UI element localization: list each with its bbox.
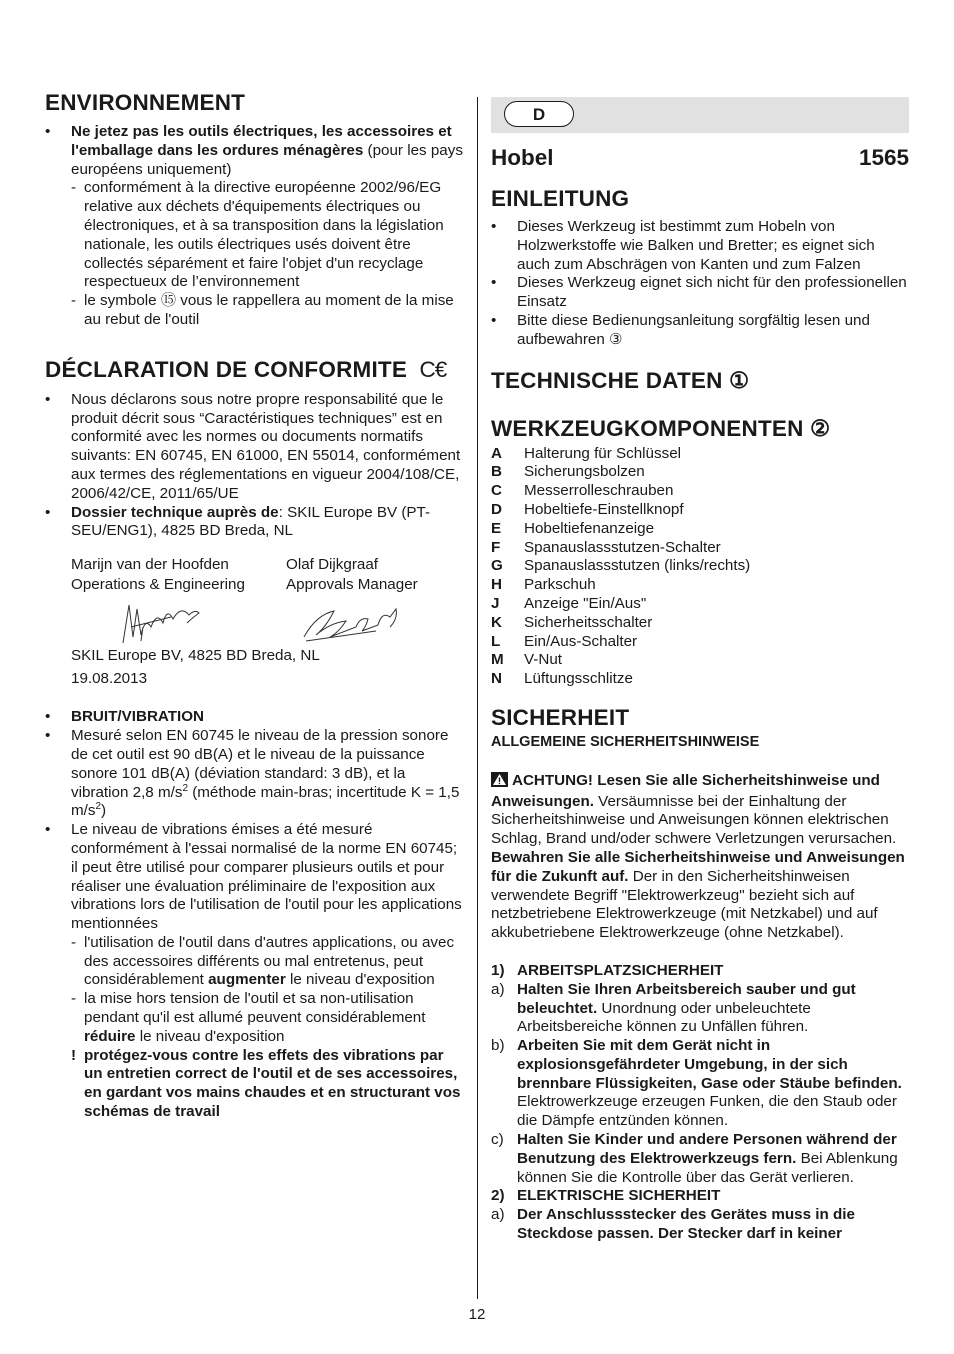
component-key: G	[491, 557, 503, 575]
component-item	[491, 520, 909, 539]
component-key: B	[491, 463, 502, 481]
component-label: Hobeltiefe-Einstellknopf	[524, 500, 684, 518]
component-item	[491, 463, 909, 482]
noise-subitem: - la mise hors tension de l'outil et sa non-utilisation pendant qu'il est allumé peuvent considérablement réduire le niveau d'exposition	[71, 990, 426, 1045]
company-address: SKIL Europe BV, 4825 BD Breda, NL	[71, 646, 320, 664]
component-label: V-Nut	[524, 651, 562, 669]
component-item	[491, 482, 909, 501]
declaration-date: 19.08.2013	[71, 669, 148, 687]
language-bar	[491, 97, 909, 133]
components-heading: WERKZEUGKOMPONENTEN ②	[491, 415, 831, 441]
component-item	[491, 557, 909, 576]
warning-triangle-icon	[491, 772, 508, 793]
section-electrical: 2) ELEKTRISCHE SICHERHEIT	[491, 1187, 721, 1205]
noise-bullet: • Le niveau de vibrations émises a été mesuré conformément à l'essai normalisé de la norme EN 60745; il peut être utilisé pour comparer plusieurs outils et pour réaliser une évaluation préliminaire de l'exposition aux vibrations lors de l'utilisation de l'outil pour les applications mentionnées	[45, 821, 462, 933]
component-item	[491, 670, 909, 689]
signatory-name: Marijn van der Hoofden	[71, 556, 229, 574]
section-workplace: 1) ARBEITSPLATZSICHERHEIT	[491, 961, 724, 979]
environment-subitem: - conformément à la directive européenne 2002/96/EG relative aux déchets d'équipements électriques ou électroniques, et à sa transposition dans la législation nationale, les outils électriques usés doivent être collectés séparément et faire l'objet d'un recyclage respectueux de l’environnement	[71, 179, 444, 291]
rule-item: b) Arbeiten Sie mit dem Gerät nicht in explosionsgefährdeter Umgebung, in der sich brennbare Flüssigkeiten, Gase oder Stäube befinden. Elektrowerkzeuge erzeugen Funken, die den Staub oder die Dämpfe entzünden können.	[491, 1037, 902, 1130]
intro-bullet: • Bitte diese Bedienungsanleitung sorgfältig lesen und aufbewahren ③	[491, 311, 870, 348]
component-item	[491, 651, 909, 670]
intro-heading: EINLEITUNG	[491, 186, 630, 211]
component-item	[491, 539, 909, 558]
signature-image	[71, 597, 286, 649]
vibration-warning: ! protégez-vous contre les effets des vibrations par un entretien correct de l'outil et de ses accessoires, en gardant vos mains chaudes et en structurant vos schémas de travail	[71, 1046, 461, 1121]
signatory-role: Approvals Manager	[286, 575, 418, 593]
component-key: K	[491, 613, 502, 631]
intro-bullet: • Dieses Werkzeug ist bestimmt zum Hobeln von Holzwerkstoffe wie Balken und Bretter; es eignet sich auch zum Abschrägen von Kanten und zum Falzen	[491, 218, 875, 273]
environment-bullet-bold: Ne jetez pas les outils électriques, les accessoires et l'emballage dans les ordures ménagères	[71, 123, 452, 159]
language-badge: D	[504, 101, 574, 127]
safety-warning-paragraph: ACHTUNG! Lesen Sie alle Sicherheitshinweise und Anweisungen. Versäumnisse bei der Einhaltung der Sicherheitshinweise und Anweisungen können elektrischen Schlag, Brand und/oder schwere Verletzungen verursachen. Bewahren Sie alle Sicherheitshinweise und Anweisungen für die Zukunft auf. Der in den Sicherheitshinweisen verwendete Begriff "Elektrowerkzeug" bezieht sich auf netzbetriebene Elektrowerkzeuge (mit Netzkabel) und auf akkubetriebene Elektrowerkzeuge (ohne Netzkabel).	[491, 771, 905, 942]
left-column	[45, 90, 463, 1122]
noise-subitem: - l'utilisation de l'outil dans d'autres applications, ou avec des accessoires différents ou mal entretenus, peut considérablement augmenter le niveau d'exposition	[71, 933, 455, 989]
ce-mark: C€	[419, 356, 447, 382]
component-label: Spanauslassstutzen (links/rechts)	[524, 557, 751, 575]
component-label: Hobeltiefenanzeige	[524, 519, 655, 537]
component-label: Parkschuh	[524, 576, 596, 594]
rule-item: c) Halten Sie Kinder und andere Personen während der Benutzung des Elektrowerkzeugs fern. Bei Ablenkung können Sie die Kontrolle über das Gerät verlieren.	[491, 1131, 898, 1186]
environment-bullet-text: (pour les pays européens uniquement)	[71, 141, 463, 178]
intro-bullet: • Dieses Werkzeug eignet sich nicht für den professionellen Einsatz	[491, 274, 907, 311]
component-item	[491, 633, 909, 652]
component-label: Anzeige "Ein/Aus"	[524, 594, 647, 612]
component-label: Ein/Aus-Schalter	[524, 632, 638, 650]
declaration-heading: DÉCLARATION DE CONFORMITE C€	[45, 356, 447, 382]
component-label: Messerrolleschrauben	[524, 482, 674, 500]
signatures	[71, 597, 463, 649]
component-item	[491, 614, 909, 633]
product-model: 1565	[858, 145, 909, 170]
component-item	[491, 445, 909, 464]
product-header	[491, 145, 909, 171]
noise-bullet: • Mesuré selon EN 60745 le niveau de la pression sonore de cet outil est 90 dB(A) et le niveau de la puissance sonore 101 dB(A) (déviation standard: 3 dB), et la vibration 2,8 $m/s^2$ (méthode main-bras; incertitude K = 1,5 $m/s^2$)	[45, 727, 460, 820]
declaration-bullet: • Nous déclarons sous notre propre responsabilité que le produit décrit sous “Caractéristiques techniques” est en conformité avec les normes ou documents normatifs suivants: EN 60745, EN 61000, EN 55014, conformément aux termes des réglementations en vigueur 2004/108/CE, 2006/42/CE, 2011/65/UE	[45, 390, 461, 502]
safety-subheading: ALLGEMEINE SICHERHEITSHINWEISE	[491, 733, 760, 750]
component-key: C	[491, 482, 502, 500]
component-key: A	[491, 444, 502, 462]
right-column	[491, 90, 909, 1244]
environment-heading: ENVIRONNEMENT	[45, 90, 246, 115]
environment-subitem: - le symbole ⑮ vous le rappellera au moment de la mise au rebut de l'outil	[71, 292, 454, 328]
safety-heading: SICHERHEIT	[491, 704, 630, 730]
product-name: Hobel	[491, 145, 554, 170]
component-item	[491, 576, 909, 595]
component-key: F	[491, 538, 501, 556]
component-label: Lüftungsschlitze	[524, 670, 633, 688]
declaration-bullet: • Dossier technique auprès de: SKIL Europe BV (PT-SEU/ENG1), 4825 BD Breda, NL	[45, 503, 431, 540]
component-label: Sicherungsbolzen	[524, 463, 645, 481]
noise-bullet: • BRUIT/VIBRATION	[45, 708, 205, 726]
tech-data-heading: TECHNISCHE DATEN ①	[491, 367, 750, 393]
component-label: Halterung für Schlüssel	[524, 444, 682, 462]
component-key: E	[491, 519, 502, 537]
environment-bullet: • Ne jetez pas les outils électriques, les accessoires et l'emballage dans les ordures ménagères (pour les pays européens uniquement)	[45, 123, 463, 178]
component-key: M	[491, 651, 504, 669]
signatory-name: Olaf Dijkgraaf	[286, 556, 379, 574]
component-key: L	[491, 632, 501, 650]
component-key: J	[491, 594, 500, 612]
rule-item: a) Der Anschlussstecker des Gerätes muss in die Steckdose passen. Der Stecker darf in keiner	[491, 1206, 855, 1243]
component-key: N	[491, 670, 502, 688]
signature-image	[286, 597, 436, 649]
signatories	[71, 556, 463, 595]
components-list	[491, 445, 909, 689]
page-number: 12	[468, 1306, 486, 1323]
component-key: H	[491, 576, 502, 594]
component-label: Sicherheitsschalter	[524, 613, 653, 631]
intro-list	[491, 218, 909, 350]
component-key: D	[491, 500, 502, 518]
signatory-role: Operations & Engineering	[71, 575, 245, 593]
component-item	[491, 501, 909, 520]
component-item	[491, 595, 909, 614]
column-divider	[477, 97, 478, 1299]
rule-item: a) Halten Sie Ihren Arbeitsbereich sauber und gut beleuchtet. Unordnung oder unbeleuchtete Arbeitsbereiche können zu Unfällen führen.	[491, 980, 856, 1036]
component-label: Spanauslassstutzen-Schalter	[524, 538, 721, 556]
